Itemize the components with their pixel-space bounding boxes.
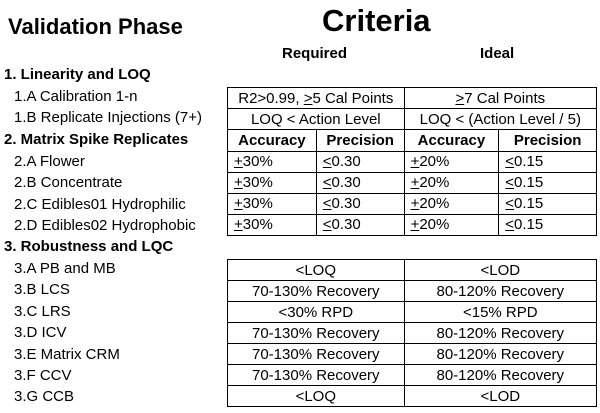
ideal-heading: Ideal bbox=[480, 45, 515, 62]
row-label-2a: 2.A Flower bbox=[14, 153, 85, 170]
page-title: Validation Phase bbox=[8, 14, 183, 39]
table-row bbox=[228, 214, 597, 235]
section-linearity-heading: 1. Linearity and LOQ bbox=[4, 66, 151, 83]
cell-ideal-accuracy: +20% bbox=[404, 151, 499, 172]
cell-required: 70-130% Recovery bbox=[228, 281, 405, 302]
row-label-3d: 3.D ICV bbox=[14, 324, 67, 341]
row-label-2b: 2.B Concentrate bbox=[14, 174, 123, 191]
cell-ideal-precision: <0.15 bbox=[499, 151, 597, 172]
col-header-ideal-precision: Precision bbox=[499, 130, 597, 151]
table-header-row bbox=[228, 130, 597, 151]
cell-required-precision: <0.30 bbox=[316, 151, 404, 172]
row-label-1a: 1.A Calibration 1-n bbox=[14, 88, 138, 105]
row-label-3g: 3.G CCB bbox=[14, 388, 75, 405]
cell-required-precision: <0.30 bbox=[316, 172, 404, 193]
cell-required: <LOQ bbox=[228, 386, 405, 407]
cell-ideal: 80-120% Recovery bbox=[404, 365, 596, 386]
linearity-1b-required: LOQ < Action Level bbox=[228, 109, 405, 130]
cell-required: <LOQ bbox=[228, 260, 405, 281]
row-label-3f: 3.F CCV bbox=[14, 367, 72, 384]
table-row bbox=[228, 193, 597, 214]
col-header-required-accuracy: Accuracy bbox=[228, 130, 317, 151]
criteria-heading: Criteria bbox=[322, 3, 431, 38]
cell-ideal-precision: <0.15 bbox=[499, 172, 597, 193]
row-label-3e: 3.E Matrix CRM bbox=[14, 346, 120, 363]
row-label-1b: 1.B Replicate Injections (7+) bbox=[14, 109, 203, 126]
col-header-ideal-accuracy: Accuracy bbox=[404, 130, 499, 151]
cell-ideal-accuracy: +20% bbox=[404, 193, 499, 214]
section-matrix-heading: 2. Matrix Spike Replicates bbox=[4, 131, 189, 148]
table-row bbox=[228, 386, 597, 407]
cell-ideal: <LOD bbox=[404, 260, 596, 281]
matrix-spike-table bbox=[227, 130, 597, 236]
cell-ideal: <15% RPD bbox=[404, 302, 596, 323]
row-label-3c: 3.C LRS bbox=[14, 303, 71, 320]
cell-required-precision: <0.30 bbox=[316, 193, 404, 214]
cell-ideal: 80-120% Recovery bbox=[404, 344, 596, 365]
section-robustness-heading: 3. Robustness and LQC bbox=[4, 238, 174, 255]
table-row bbox=[228, 344, 597, 365]
row-label-3a: 3.A PB and MB bbox=[14, 260, 116, 277]
table-row bbox=[228, 109, 597, 130]
robustness-table bbox=[227, 259, 597, 407]
cell-required: 70-130% Recovery bbox=[228, 365, 405, 386]
table-row bbox=[228, 260, 597, 281]
cell-ideal-accuracy: +20% bbox=[404, 172, 499, 193]
table-row bbox=[228, 151, 597, 172]
table-row bbox=[228, 88, 597, 109]
col-header-required-precision: Precision bbox=[316, 130, 404, 151]
cell-ideal: <LOD bbox=[404, 386, 596, 407]
cell-required-precision: <0.30 bbox=[316, 214, 404, 235]
table-row bbox=[228, 302, 597, 323]
cell-required-accuracy: +30% bbox=[228, 151, 317, 172]
linearity-table bbox=[227, 87, 597, 130]
linearity-1a-ideal: >7 Cal Points bbox=[404, 88, 596, 109]
cell-ideal-accuracy: +20% bbox=[404, 214, 499, 235]
cell-ideal: 80-120% Recovery bbox=[404, 281, 596, 302]
cell-required-accuracy: +30% bbox=[228, 172, 317, 193]
cell-required: <30% RPD bbox=[228, 302, 405, 323]
cell-ideal: 80-120% Recovery bbox=[404, 323, 596, 344]
cell-required-accuracy: +30% bbox=[228, 214, 317, 235]
table-row bbox=[228, 281, 597, 302]
cell-required: 70-130% Recovery bbox=[228, 344, 405, 365]
table-row bbox=[228, 365, 597, 386]
linearity-1a-required: R2>0.99, >5 Cal Points bbox=[228, 88, 405, 109]
cell-ideal-precision: <0.15 bbox=[499, 193, 597, 214]
cell-required: 70-130% Recovery bbox=[228, 323, 405, 344]
cell-ideal-precision: <0.15 bbox=[499, 214, 597, 235]
table-row bbox=[228, 323, 597, 344]
cell-required-accuracy: +30% bbox=[228, 193, 317, 214]
row-label-2c: 2.C Edibles01 Hydrophilic bbox=[14, 196, 186, 213]
table-row bbox=[228, 172, 597, 193]
required-heading: Required bbox=[282, 45, 348, 62]
row-label-3b: 3.B LCS bbox=[14, 281, 70, 298]
row-label-2d: 2.D Edibles02 Hydrophobic bbox=[14, 217, 196, 234]
linearity-1b-ideal: LOQ < (Action Level / 5) bbox=[404, 109, 596, 130]
